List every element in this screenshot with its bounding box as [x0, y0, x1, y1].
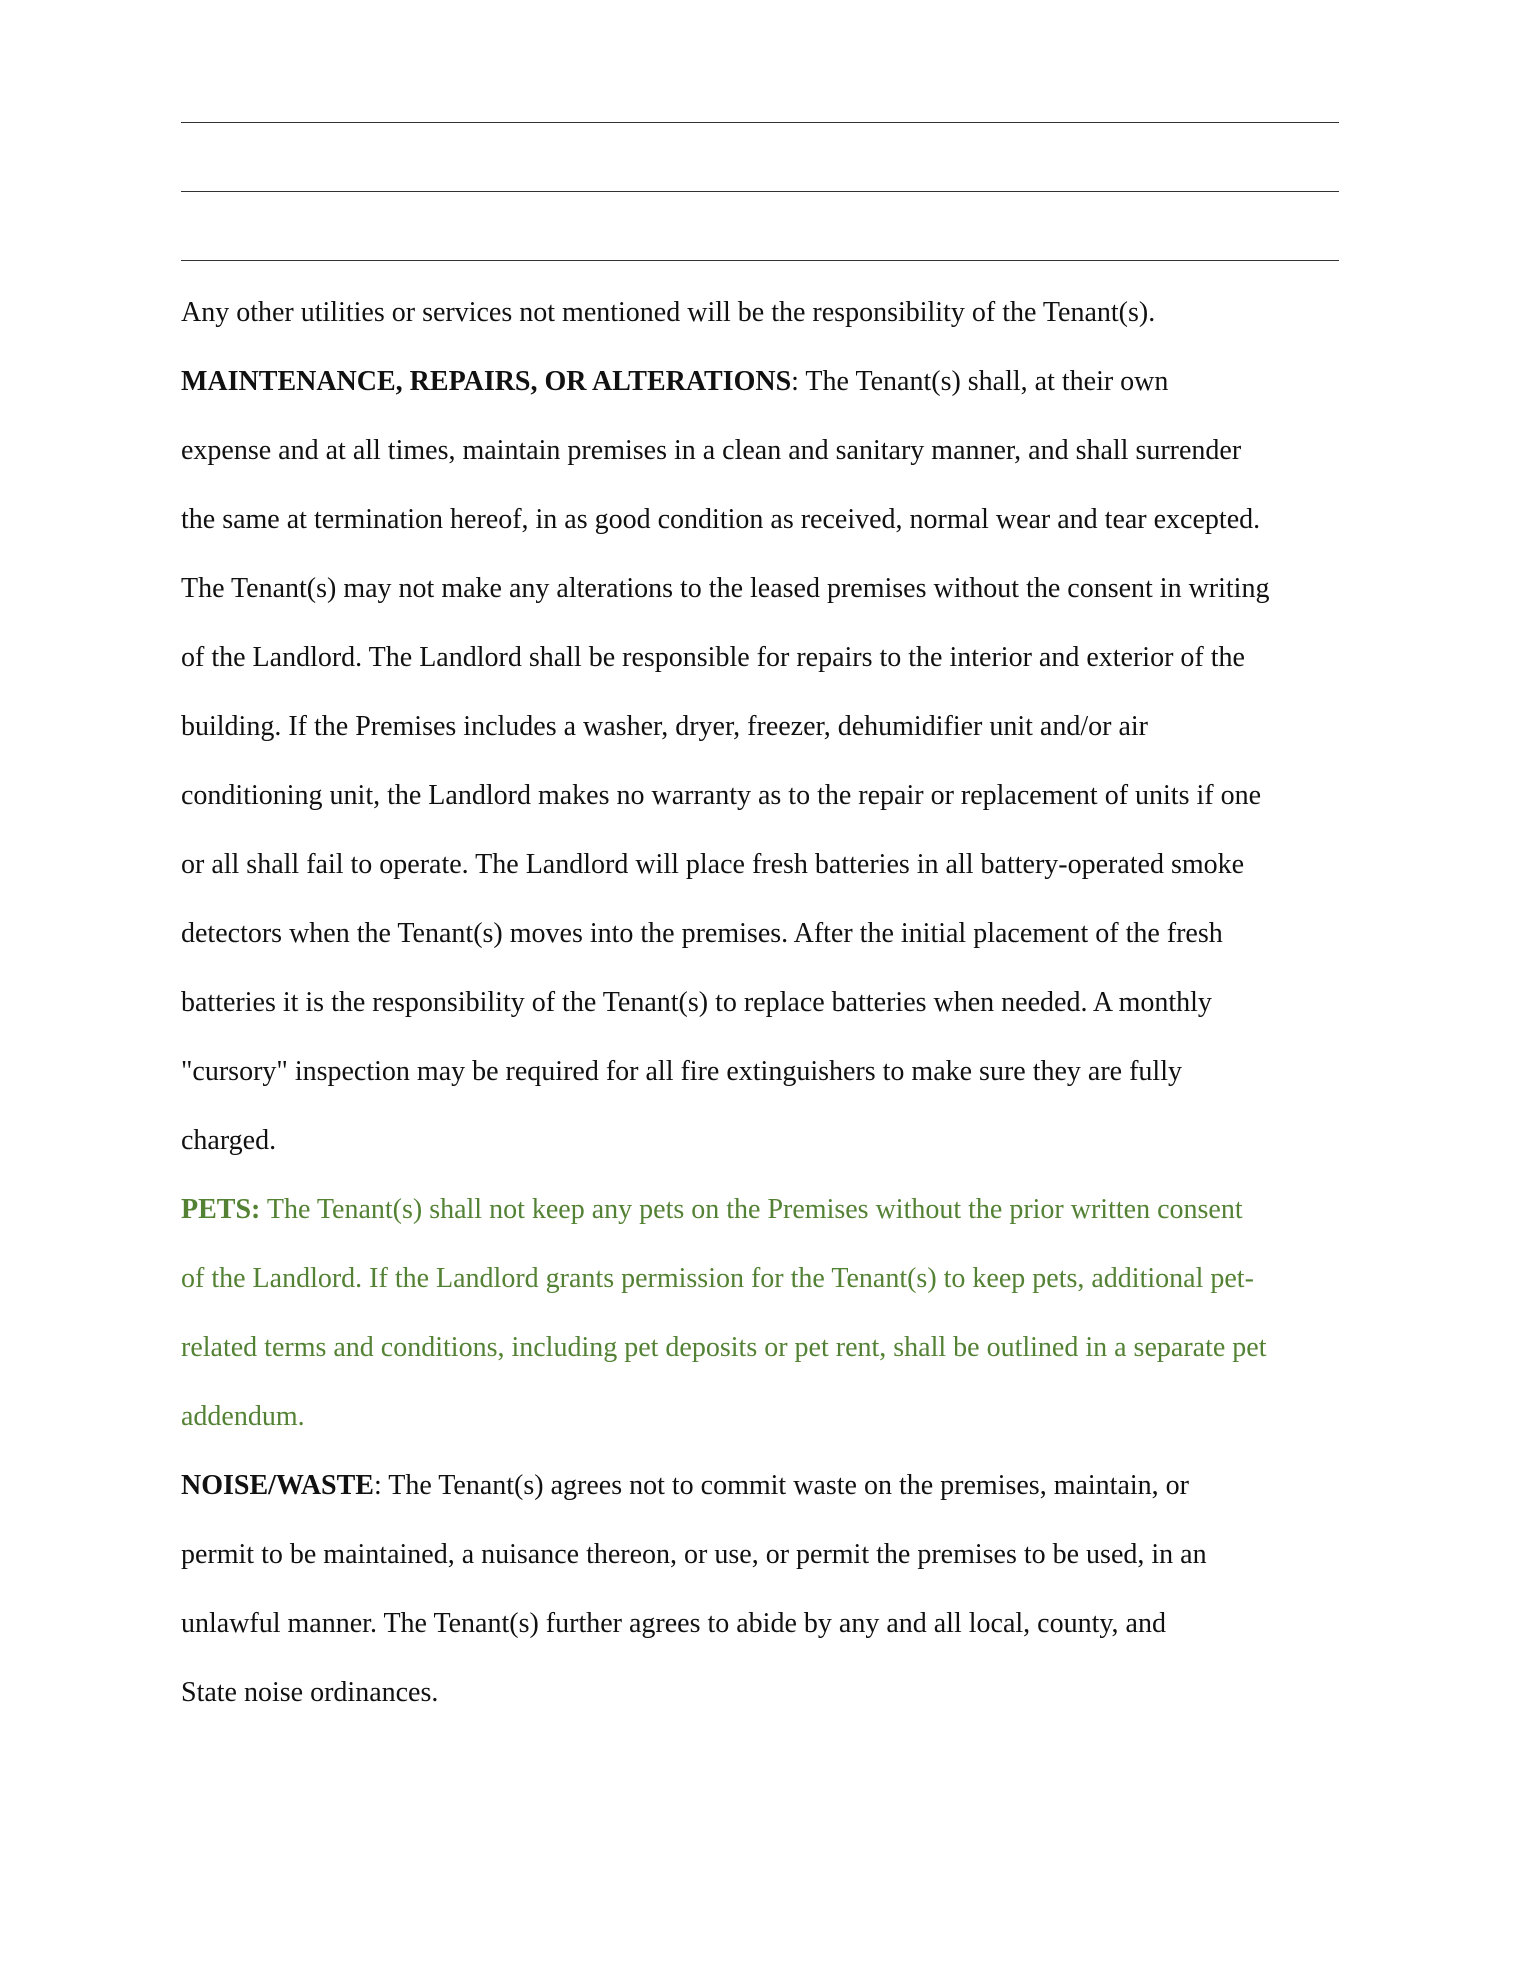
maintenance-line-8: or all shall fail to operate. The Landlord will place fresh batteries in all battery-operated smoke: [181, 849, 1245, 880]
maintenance-line-2: expense and at all times, maintain premises in a clean and sanitary manner, and shall surrender: [181, 435, 1242, 466]
noise-waste-heading: NOISE/WASTE: [181, 1470, 374, 1501]
blank-fill-line-2: [181, 191, 1339, 192]
maintenance-line-3: the same at termination hereof, in as good condition as received, normal wear and tear excepted.: [181, 504, 1261, 535]
noise-waste-text: : The Tenant(s) agrees not to commit waste on the premises, maintain, or: [373, 1470, 1189, 1501]
blank-fill-line-1: [181, 122, 1339, 123]
maintenance-line-5: of the Landlord. The Landlord shall be responsible for repairs to the interior and exterior of the: [181, 642, 1245, 673]
maintenance-line-4: The Tenant(s) may not make any alterations to the leased premises without the consent in writing: [181, 573, 1270, 604]
maintenance-line-12: charged.: [181, 1125, 277, 1156]
maintenance-line-11: "cursory" inspection may be required for all fire extinguishers to make sure they are fully: [181, 1056, 1182, 1087]
noise-waste-line-1: [181, 1469, 1189, 1503]
blank-fill-line-3: [181, 260, 1339, 261]
pets-heading: PETS:: [181, 1194, 261, 1225]
utilities-note: Any other utilities or services not mentioned will be the responsibility of the Tenant(s).: [181, 297, 1156, 328]
maintenance-heading: MAINTENANCE, REPAIRS, OR ALTERATIONS: [181, 366, 792, 397]
noise-waste-line-3: unlawful manner. The Tenant(s) further agrees to abide by any and all local, county, and: [181, 1608, 1166, 1639]
pets-text: The Tenant(s) shall not keep any pets on the Premises without the prior written consent: [260, 1194, 1243, 1225]
pets-line-4: addendum.: [181, 1401, 305, 1432]
maintenance-text: : The Tenant(s) shall, at their own: [791, 366, 1169, 397]
maintenance-line-6: building. If the Premises includes a washer, dryer, freezer, dehumidifier unit and/or air: [181, 711, 1148, 742]
maintenance-line-1: [181, 365, 1168, 399]
maintenance-line-10: batteries it is the responsibility of the Tenant(s) to replace batteries when needed. A monthly: [181, 987, 1212, 1018]
pets-line-1: [181, 1193, 1243, 1227]
noise-waste-line-4: State noise ordinances.: [181, 1677, 439, 1708]
maintenance-line-9: detectors when the Tenant(s) moves into the premises. After the initial placement of the fresh: [181, 918, 1223, 949]
maintenance-line-7: conditioning unit, the Landlord makes no warranty as to the repair or replacement of units if one: [181, 780, 1262, 811]
pets-line-2: of the Landlord. If the Landlord grants permission for the Tenant(s) to keep pets, additional pet-: [181, 1263, 1254, 1294]
pets-line-3: related terms and conditions, including pet deposits or pet rent, shall be outlined in a separate pet: [181, 1332, 1267, 1363]
noise-waste-line-2: permit to be maintained, a nuisance thereon, or use, or permit the premises to be used, in an: [181, 1539, 1207, 1570]
